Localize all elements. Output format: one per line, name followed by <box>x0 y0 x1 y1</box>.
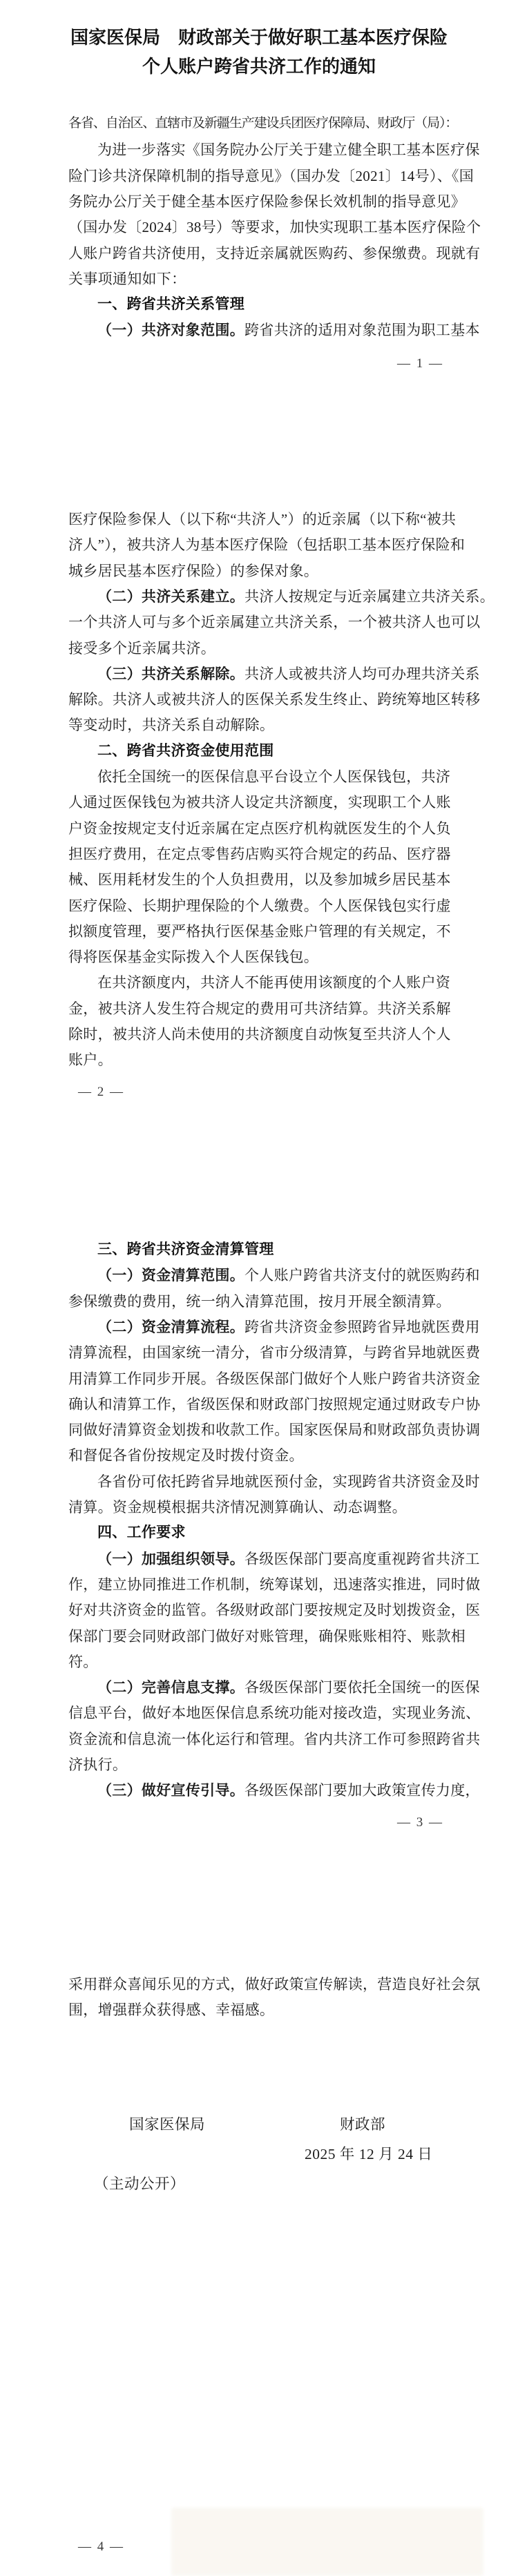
text-line: 济执行。 <box>68 1756 128 1773</box>
text-line: 户资金按规定支付近亲属在定点医疗机构就医发生的个人负 <box>68 820 451 837</box>
text-line: 符。 <box>68 1653 98 1670</box>
text-line: 依托全国统一的医保信息平台设立个人医保钱包，共济 <box>97 768 451 785</box>
document-title-line1: 国家医保局 财政部关于做好职工基本医疗保险 <box>70 28 448 48</box>
text-line: （一）资金清算范围。个人账户跨省共济支付的就医购药和 <box>97 1267 480 1284</box>
text-line: 医疗保险、长期护理保险的个人缴费。个人医保钱包实行虚 <box>68 897 451 914</box>
text-line: （二）资金清算流程。跨省共济资金参照跨省异地就医费用 <box>97 1318 480 1335</box>
text-line: 得将医保基金实际拨入个人医保钱包。 <box>68 949 319 966</box>
text-line: 清算流程，由国家统一清分，省市分级清算，与跨省异地就医费 <box>68 1344 481 1362</box>
text-line: 用清算工作同步开展。各级医保部门做好个人账户跨省共济资金 <box>68 1370 481 1387</box>
text-line: （二）完善信息支撑。各级医保部门要依托全国统一的医保 <box>97 1679 480 1696</box>
text-line: （国办发〔2024〕38号）等要求，加快实现职工基本医疗保险个 <box>68 219 481 236</box>
signature-agency-left: 国家医保局 <box>129 2116 206 2133</box>
text-line: 担医疗费用，在定点零售药店购买符合规定的药品、医疗器 <box>68 845 451 862</box>
text-line: 保部门要会同财政部门做好对账管理，确保账账相符、账款相 <box>68 1627 466 1645</box>
text-line: 参保缴费的费用，统一纳入清算范围，按月开展全额清算。 <box>68 1292 451 1310</box>
document-title-line2: 个人账户跨省共济工作的通知 <box>142 57 376 77</box>
text-line: 等变动时，共济关系自动解除。 <box>68 717 275 734</box>
text-line: 械、医用耗材发生的个人负担费用，以及参加城乡居民基本 <box>68 871 451 889</box>
text-line: （三）做好宣传引导。各级医保部门要加大政策宣传力度， <box>97 1782 480 1799</box>
text-line: 各省、自治区、直辖市及新疆生产建设兵团医疗保障局、财政厅（局）： <box>68 116 458 130</box>
text-line: 关事项通知如下： <box>68 270 186 287</box>
text-line: 城乡居民基本医疗保险）的参保对象。 <box>68 562 319 579</box>
page-number-4: — 4 — <box>78 2539 124 2554</box>
text-line: 采用群众喜闻乐见的方式，做好政策宣传解读，营造良好社会氛 <box>68 1976 481 1993</box>
text-line: 围，增强群众获得感、幸福感。 <box>68 2002 275 2019</box>
text-line: 险门诊共济保障机制的指导意见》（国办发〔2021〕14号）、《国 <box>68 167 474 184</box>
text-line: 解除。共济人或被共济人的医保关系发生终止、跨统筹地区转移 <box>68 691 481 708</box>
text-line: 确认和清算工作，省级医保和财政部门按照规定通过财政专户协 <box>68 1395 481 1413</box>
text-line: 账户。 <box>68 1052 113 1069</box>
section-heading: 三、跨省共济资金清算管理 <box>97 1241 274 1257</box>
text-line: 拟额度管理，要严格执行医保基金账户管理的有关规定，不 <box>68 922 451 940</box>
text-line: 济人”），被共济人为基本医疗保险（包括职工基本医疗保险和 <box>68 536 466 554</box>
text-line: （一）加强组织领导。各级医保部门要高度重视跨省共济工 <box>97 1550 480 1567</box>
text-line: （三）共济关系解除。共济人或被共济人均可办理共济关系 <box>97 665 480 682</box>
text-line: 除时，被共济人尚未使用的共济额度自动恢复至共济人个人 <box>68 1026 451 1043</box>
section-heading: 二、跨省共济资金使用范围 <box>97 742 274 759</box>
publicity-note: （主动公开） <box>94 2176 186 2192</box>
scan-artifact <box>171 2508 483 2576</box>
text-line: 人账户跨省共济使用，支持近亲属就医购药、参保缴费。现就有 <box>68 244 481 262</box>
signature-agency-right: 财政部 <box>340 2116 386 2133</box>
text-line: 同做好清算资金划拨和收款工作。国家医保局和财政部负责协调 <box>68 1422 481 1439</box>
signature-date: 2025 年 12 月 24 日 <box>305 2146 433 2162</box>
page-number-1: — 1 — <box>397 356 443 371</box>
text-line: 为进一步落实《国务院办公厅关于建立健全职工基本医疗保 <box>97 142 480 159</box>
text-line: 资金流和信息流一体化运行和管理。省内共济工作可参照跨省共 <box>68 1730 481 1747</box>
text-line: 人通过医保钱包为被共济人设定共济额度，实现职工个人账 <box>68 794 451 811</box>
text-line: 好对共济资金的监管。各级财政部门要按规定及时划拨资金，医 <box>68 1602 481 1619</box>
section-heading: 一、跨省共济关系管理 <box>97 296 244 313</box>
text-line: 作，建立协同推进工作机制，统筹谋划，迅速落实推进，同时做 <box>68 1576 481 1593</box>
text-line: 一个共济人可与多个近亲属建立共济关系，一个被共济人也可以 <box>68 614 481 631</box>
text-line: 务院办公厅关于健全基本医疗保险参保长效机制的指导意见》 <box>68 193 466 210</box>
text-line: 医疗保险参保人（以下称“共济人”）的近亲属（以下称“被共 <box>68 511 457 527</box>
text-line: 信息平台，做好本地医保信息系统功能对接改造，实现业务流、 <box>68 1705 481 1722</box>
text-line: 接受多个近亲属共济。 <box>68 639 215 657</box>
text-line: （一）共济对象范围。跨省共济的适用对象范围为职工基本 <box>97 322 480 339</box>
page-number-3: — 3 — <box>397 1815 443 1830</box>
text-line: 金，被共济人发生符合规定的费用可共济结算。共济关系解 <box>68 1000 451 1017</box>
text-line: 和督促各省份按规定及时拨付资金。 <box>68 1447 304 1464</box>
section-heading: 四、工作要求 <box>97 1524 186 1541</box>
text-line: 各省份可依托跨省异地就医预付金，实现跨省共济资金及时 <box>97 1473 480 1490</box>
text-line: （二）共济关系建立。共济人按规定与近亲属建立共济关系。 <box>97 588 495 605</box>
page-number-2: — 2 — <box>78 1085 124 1099</box>
text-line: 清算。资金规模根据共济情况测算确认、动态调整。 <box>68 1499 407 1515</box>
text-line: 在共济额度内，共济人不能再使用该额度的个人账户资 <box>97 974 451 991</box>
